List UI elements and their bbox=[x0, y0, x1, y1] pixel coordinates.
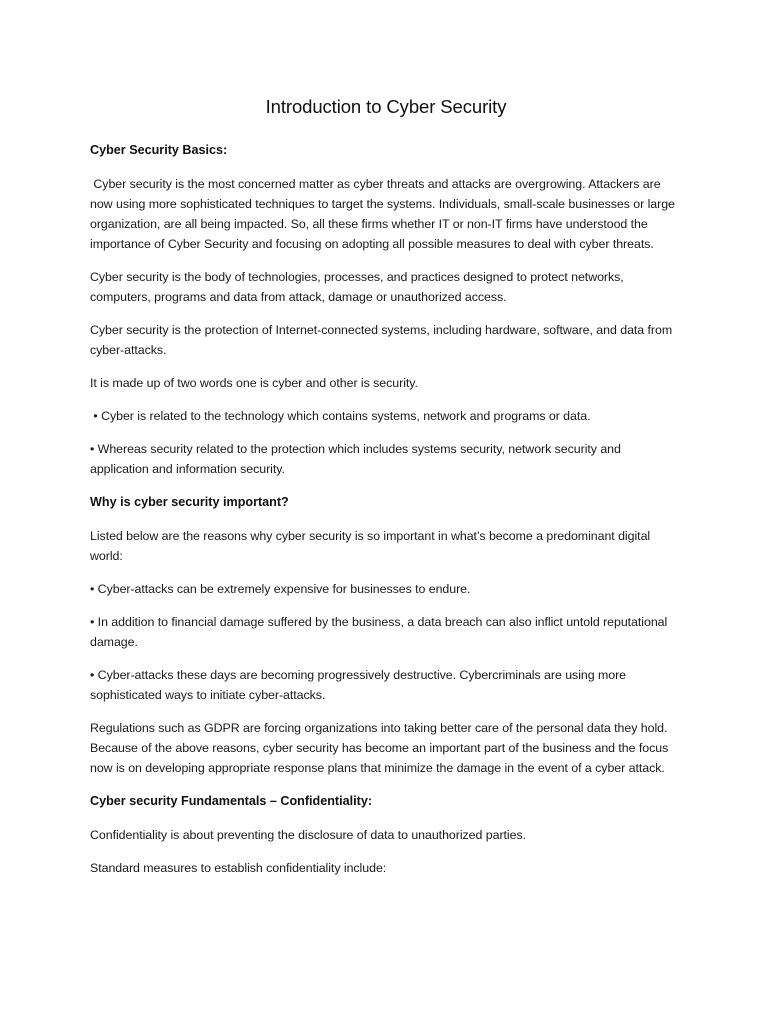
section-heading-importance: Why is cyber security important? bbox=[90, 495, 289, 509]
page-title: Introduction to Cyber Security bbox=[265, 96, 507, 117]
bullet-item: • In addition to financial damage suffered by the business, a data breach can also inflict untold reputational damage. bbox=[90, 615, 668, 649]
paragraph: Cyber security is the protection of Internet-connected systems, including hardware, software, and data from cyber-attacks. bbox=[90, 323, 673, 357]
document-content bbox=[90, 94, 682, 891]
paragraph: Cyber security is the body of technologies, processes, and practices designed to protect networks, computers, programs and data from attack, damage or unauthorized access. bbox=[90, 270, 624, 304]
paragraph: Regulations such as GDPR are forcing organizations into taking better care of the personal data they hold. Because of the above reasons, cyber security has become an important part of the business and the focus now is on developing appropriate response plans that minimize the damage in the event of a cyber attack. bbox=[90, 721, 669, 775]
paragraph: It is made up of two words one is cyber and other is security. bbox=[90, 376, 418, 390]
section-heading-basics: Cyber Security Basics: bbox=[90, 143, 228, 157]
paragraph: Standard measures to establish confidentiality include: bbox=[90, 861, 387, 875]
bullet-item: • Cyber-attacks these days are becoming progressively destructive. Cybercriminals are using more sophisticated ways to initiate cyber-attacks. bbox=[90, 668, 626, 702]
paragraph: Confidentiality is about preventing the disclosure of data to unauthorized parties. bbox=[90, 828, 526, 842]
bullet-item: • Cyber-attacks can be extremely expensive for businesses to endure. bbox=[90, 582, 471, 596]
paragraph: Cyber security is the most concerned matter as cyber threats and attacks are overgrowing. Attackers are now using more sophisticated techniques to target the systems. Individuals, small-scale businesses or large organization, are all being impacted. So, all these firms whether IT or non-IT firms have understood the importance of Cyber Security and focusing on adopting all possible measures to deal with cyber threats. bbox=[90, 177, 679, 251]
section-heading-confidentiality: Cyber security Fundamentals – Confidentiality: bbox=[90, 794, 373, 808]
paragraph: Listed below are the reasons why cyber security is so important in what’s become a predominant digital world: bbox=[90, 529, 651, 563]
bullet-item: • Cyber is related to the technology which contains systems, network and programs or data. bbox=[90, 409, 591, 423]
bullet-item: • Whereas security related to the protection which includes systems security, network security and application and information security. bbox=[90, 442, 621, 476]
